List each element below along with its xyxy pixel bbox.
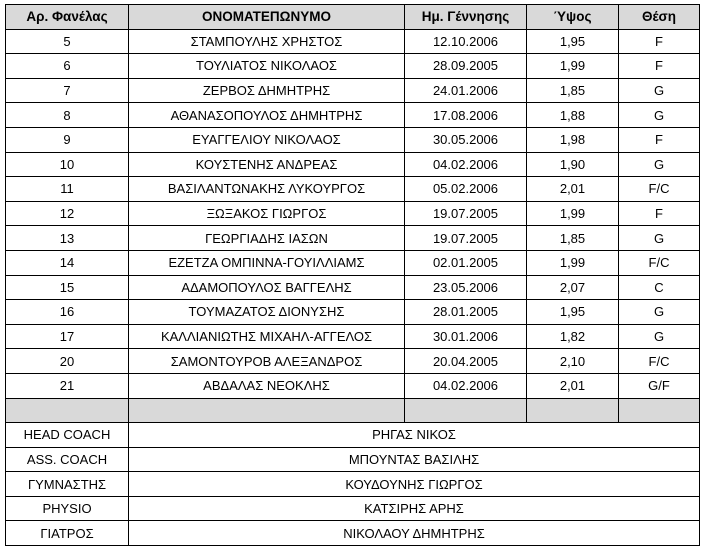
staff-name: ΜΠΟΥΝΤΑΣ ΒΑΣΙΛΗΣ: [129, 447, 700, 472]
player-number: 14: [6, 250, 129, 275]
player-number: 15: [6, 275, 129, 300]
player-dob: 23.05.2006: [405, 275, 527, 300]
player-position: F/C: [619, 250, 700, 275]
player-number: 11: [6, 177, 129, 202]
player-name: ΓΕΩΡΓΙΑΔΗΣ ΙΑΣΩΝ: [129, 226, 405, 251]
player-height: 1,88: [527, 103, 619, 128]
player-name: ΕΖΕΤΖΑ ΟΜΠΙΝΝΑ-ΓΟΥΙΛΛΙΑΜΣ: [129, 250, 405, 275]
table-row: [6, 250, 700, 275]
player-position: F: [619, 29, 700, 54]
header-height: Ύψος: [527, 5, 619, 30]
player-dob: 02.01.2005: [405, 250, 527, 275]
table-row: [6, 226, 700, 251]
staff-row: [6, 496, 700, 521]
table-row: [6, 103, 700, 128]
player-number: 16: [6, 300, 129, 325]
player-position: C: [619, 275, 700, 300]
player-number: 20: [6, 349, 129, 374]
player-height: 1,98: [527, 127, 619, 152]
player-position: G: [619, 300, 700, 325]
staff-row: [6, 472, 700, 497]
header-name: ΟΝΟΜΑΤΕΠΩΝΥΜΟ: [129, 5, 405, 30]
player-name: ΒΑΣΙΛΑΝΤΩΝΑΚΗΣ ΛΥΚΟΥΡΓΟΣ: [129, 177, 405, 202]
player-dob: 20.04.2005: [405, 349, 527, 374]
player-name: ΣΤΑΜΠΟΥΛΗΣ ΧΡΗΣΤΟΣ: [129, 29, 405, 54]
table-row: [6, 78, 700, 103]
spacer-row: [6, 398, 700, 423]
table-row: [6, 300, 700, 325]
player-dob: 30.05.2006: [405, 127, 527, 152]
player-dob: 12.10.2006: [405, 29, 527, 54]
player-height: 1,99: [527, 250, 619, 275]
player-height: 1,95: [527, 300, 619, 325]
player-dob: 28.09.2005: [405, 54, 527, 79]
player-name: ΣΑΜΟΝΤΟΥΡΟΒ ΑΛΕΞΑΝΔΡΟΣ: [129, 349, 405, 374]
player-dob: 30.01.2006: [405, 324, 527, 349]
player-position: F/C: [619, 349, 700, 374]
staff-name: ΝΙΚΟΛΑΟΥ ΔΗΜΗΤΡΗΣ: [129, 521, 700, 546]
table-row: [6, 201, 700, 226]
player-rows: [6, 29, 700, 398]
player-number: 7: [6, 78, 129, 103]
table-row: [6, 152, 700, 177]
player-position: F: [619, 54, 700, 79]
player-height: 2,01: [527, 177, 619, 202]
player-height: 2,10: [527, 349, 619, 374]
player-position: G: [619, 226, 700, 251]
player-name: ΕΥΑΓΓΕΛΙΟΥ ΝΙΚΟΛΑΟΣ: [129, 127, 405, 152]
staff-row: [6, 447, 700, 472]
player-number: 9: [6, 127, 129, 152]
player-dob: 28.01.2005: [405, 300, 527, 325]
player-name: ΤΟΥΛΙΑΤΟΣ ΝΙΚΟΛΑΟΣ: [129, 54, 405, 79]
staff-name: ΚΑΤΣΙΡΗΣ ΑΡΗΣ: [129, 496, 700, 521]
player-name: ΖΕΡΒΟΣ ΔΗΜΗΤΡΗΣ: [129, 78, 405, 103]
player-position: F/C: [619, 177, 700, 202]
table-row: [6, 177, 700, 202]
player-name: ΞΩΞΑΚΟΣ ΓΙΩΡΓΟΣ: [129, 201, 405, 226]
staff-name: ΡΗΓΑΣ ΝΙΚΟΣ: [129, 423, 700, 448]
spacer-cell: [129, 398, 405, 423]
player-height: 1,85: [527, 226, 619, 251]
staff-role: ASS. COACH: [6, 447, 129, 472]
table-row: [6, 349, 700, 374]
player-position: F: [619, 201, 700, 226]
player-height: 2,01: [527, 373, 619, 398]
player-dob: 19.07.2005: [405, 201, 527, 226]
player-dob: 05.02.2006: [405, 177, 527, 202]
player-number: 21: [6, 373, 129, 398]
player-name: ΤΟΥΜΑΖΑΤΟΣ ΔΙΟΝΥΣΗΣ: [129, 300, 405, 325]
table-row: [6, 324, 700, 349]
player-number: 12: [6, 201, 129, 226]
staff-role: ΓΥΜΝΑΣΤΗΣ: [6, 472, 129, 497]
staff-row: [6, 423, 700, 448]
player-height: 1,85: [527, 78, 619, 103]
player-height: 2,07: [527, 275, 619, 300]
roster-table: [5, 4, 700, 546]
player-dob: 19.07.2005: [405, 226, 527, 251]
player-position: F: [619, 127, 700, 152]
header-position: Θέση: [619, 5, 700, 30]
player-number: 6: [6, 54, 129, 79]
player-name: ΑΘΑΝΑΣΟΠΟΥΛΟΣ ΔΗΜΗΤΡΗΣ: [129, 103, 405, 128]
player-height: 1,90: [527, 152, 619, 177]
table-row: [6, 54, 700, 79]
player-dob: 04.02.2006: [405, 373, 527, 398]
player-number: 13: [6, 226, 129, 251]
player-position: G: [619, 324, 700, 349]
player-height: 1,95: [527, 29, 619, 54]
header-dob: Ημ. Γέννησης: [405, 5, 527, 30]
table-row: [6, 127, 700, 152]
table-row: [6, 29, 700, 54]
header-number: Αρ. Φανέλας: [6, 5, 129, 30]
table-row: [6, 275, 700, 300]
player-dob: 04.02.2006: [405, 152, 527, 177]
spacer-cell: [405, 398, 527, 423]
player-dob: 17.08.2006: [405, 103, 527, 128]
staff-rows: [6, 423, 700, 546]
player-name: ΚΑΛΛΙΑΝΙΩΤΗΣ ΜΙΧΑΗΛ-ΑΓΓΕΛΟΣ: [129, 324, 405, 349]
spacer-cell: [619, 398, 700, 423]
player-position: G: [619, 152, 700, 177]
player-number: 8: [6, 103, 129, 128]
staff-role: ΓΙΑΤΡΟΣ: [6, 521, 129, 546]
player-number: 17: [6, 324, 129, 349]
player-height: 1,99: [527, 54, 619, 79]
player-name: ΚΟΥΣΤΕΝΗΣ ΑΝΔΡΕΑΣ: [129, 152, 405, 177]
player-number: 10: [6, 152, 129, 177]
staff-role: PHYSIO: [6, 496, 129, 521]
player-name: ΑΔΑΜΟΠΟΥΛΟΣ ΒΑΓΓΕΛΗΣ: [129, 275, 405, 300]
table-row: [6, 373, 700, 398]
player-position: G: [619, 78, 700, 103]
player-position: G: [619, 103, 700, 128]
header-row: [6, 5, 700, 30]
staff-name: ΚΟΥΔΟΥΝΗΣ ΓΙΩΡΓΟΣ: [129, 472, 700, 497]
player-height: 1,99: [527, 201, 619, 226]
player-name: ΑΒΔΑΛΑΣ ΝΕΟΚΛΗΣ: [129, 373, 405, 398]
staff-role: HEAD COACH: [6, 423, 129, 448]
player-position: G/F: [619, 373, 700, 398]
spacer-cell: [6, 398, 129, 423]
player-height: 1,82: [527, 324, 619, 349]
player-number: 5: [6, 29, 129, 54]
player-dob: 24.01.2006: [405, 78, 527, 103]
spacer-cell: [527, 398, 619, 423]
